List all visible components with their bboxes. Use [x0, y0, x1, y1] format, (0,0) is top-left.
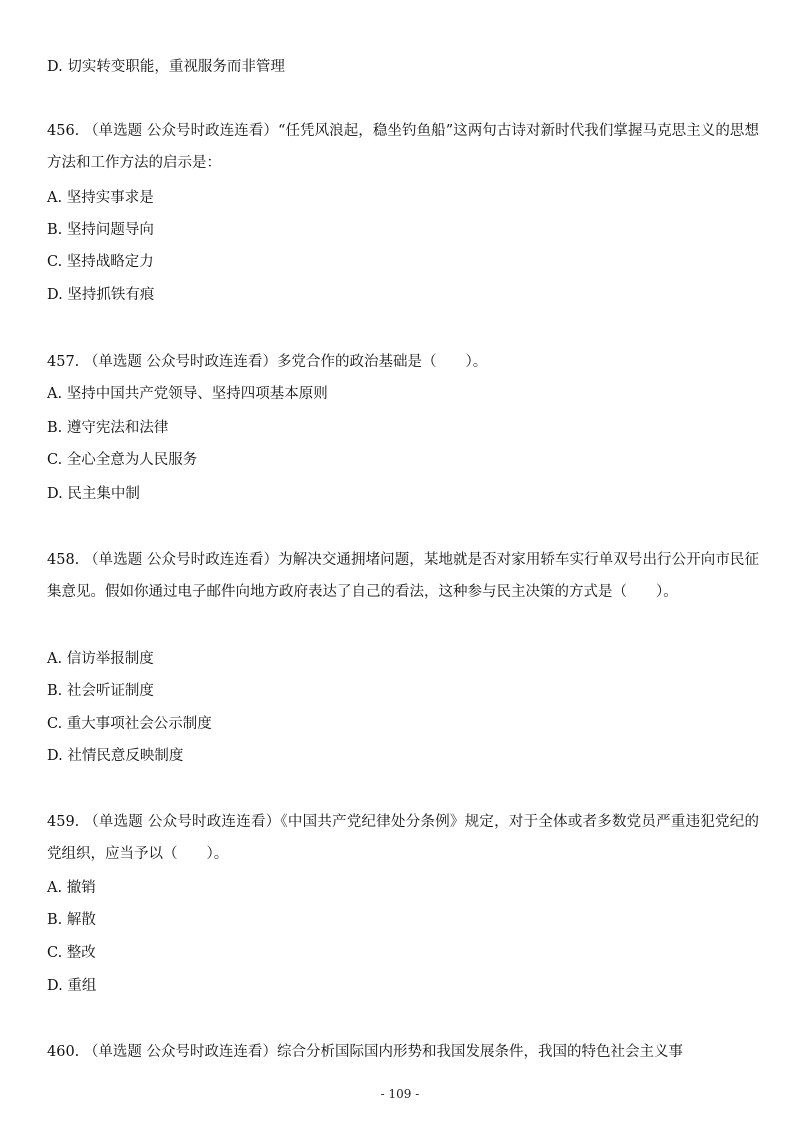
question-456-option-c: C. 坚持战略定力: [47, 254, 154, 270]
question-456-option-a: A. 坚持实事求是: [47, 190, 154, 206]
question-460-stem: 460. （单选题 公众号时政连连看）综合分析国际国内形势和我国发展条件，我国的特色社会主义事: [47, 1044, 683, 1060]
question-457-option-a: A. 坚持中国共产党领导、坚持四项基本原则: [47, 386, 328, 402]
question-457-option-d: D. 民主集中制: [47, 486, 140, 502]
question-459-option-d: D. 重组: [47, 978, 97, 994]
question-457-option-b: B. 遵守宪法和法律: [47, 420, 169, 436]
question-458-option-a: A. 信访举报制度: [47, 651, 154, 667]
question-459-option-a: A. 撤销: [47, 880, 96, 896]
question-456-option-b: B. 坚持问题导向: [47, 222, 154, 238]
question-457-option-c: C. 全心全意为人民服务: [47, 452, 198, 468]
question-458-stem: 458. （单选题 公众号时政连连看）为解决交通拥堵问题，某地就是否对家用轿车实行单双号出行公开向市民征集意见。假如你通过电子邮件向地方政府表达了自己的看法，这种参与民主决策的方式是（ ）。: [47, 552, 759, 600]
question-459-option-b: B. 解散: [47, 912, 96, 928]
question-457-stem: 457. （单选题 公众号时政连连看）多党合作的政治基础是（ ）。: [47, 354, 488, 370]
question-458-option-d: D. 社情民意反映制度: [47, 748, 184, 764]
option-455-d: D. 切实转变职能，重视服务而非管理: [47, 59, 285, 75]
page-number: - 109 -: [380, 1087, 420, 1101]
question-459-stem: 459. （单选题 公众号时政连连看）《中国共产党纪律处分条例》规定，对于全体或者多数党员严重违犯党纪的党组织，应当予以（ ）。: [47, 814, 759, 862]
question-456-stem: 456. （单选题 公众号时政连连看）“任凭风浪起，稳坐钓鱼船”这两句古诗对新时代我们掌握马克思主义的思想方法和工作方法的启示是：: [47, 123, 759, 171]
question-456-option-d: D. 坚持抓铁有痕: [47, 287, 155, 303]
question-458-option-c: C. 重大事项社会公示制度: [47, 716, 212, 732]
question-458-option-b: B. 社会听证制度: [47, 683, 154, 699]
question-459-option-c: C. 整改: [47, 945, 96, 961]
